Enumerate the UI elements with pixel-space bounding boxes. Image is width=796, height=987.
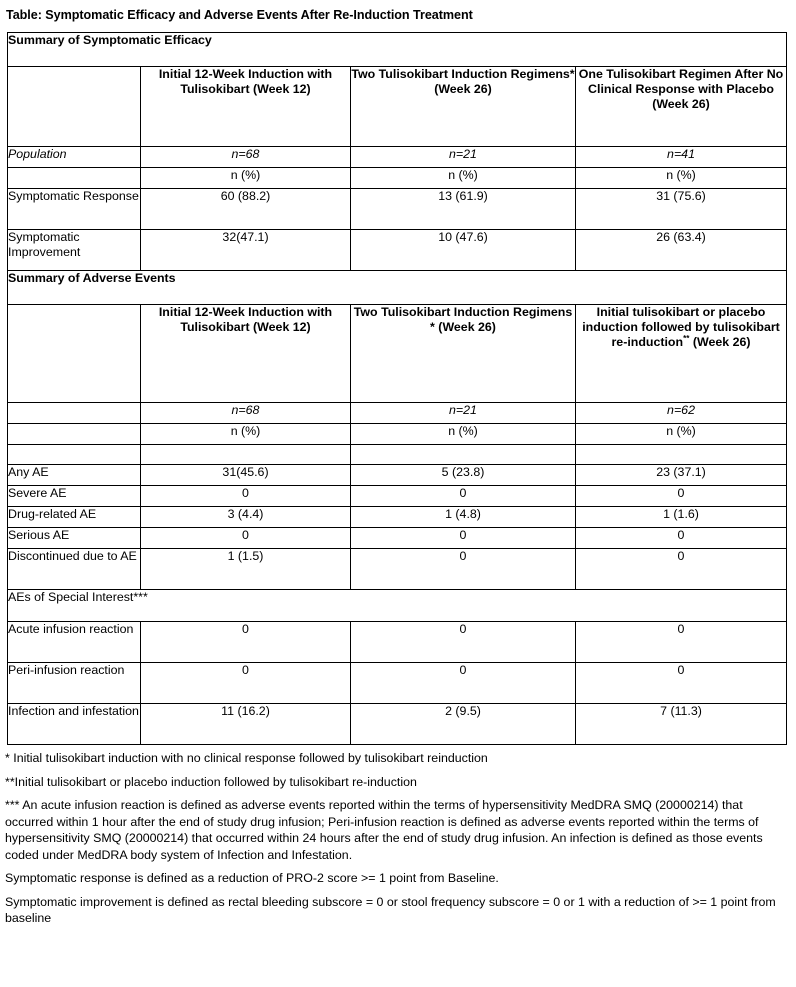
table-row-efficacy-headers: [8, 67, 787, 147]
serious-ae-col2: 0: [351, 528, 576, 549]
footnote-symptomatic-improvement-definition: Symptomatic improvement is defined as rectal bleeding subscore = 0 or stool frequency subscore = 0 or 1 with a reduction of >= 1 point from baseline: [5, 894, 776, 926]
population-value-col3: n=41: [576, 147, 787, 168]
adverse-unit-col2: n (%): [351, 424, 576, 445]
population-value-col1: n=68: [141, 147, 351, 168]
table-row: [8, 189, 787, 230]
spacer-cell-col0: [8, 445, 141, 465]
population-value-col2: n=21: [351, 147, 576, 168]
footnote-double-asterisk: **Initial tulisokibart or placebo induction followed by tulisokibart re-induction: [5, 774, 417, 789]
adverse-header-col2: Two Tulisokibart Induction Regimens * (Week 26): [351, 305, 576, 403]
drug-related-ae-col3: 1 (1.6): [576, 507, 787, 528]
table-row-adverse-headers: [8, 305, 787, 403]
footnote-single-asterisk: * Initial tulisokibart induction with no clinical response followed by tulisokibart reinduction: [5, 751, 488, 766]
table-row-adverse-section: [8, 271, 787, 305]
section-title-adverse-events: Summary of Adverse Events: [8, 271, 787, 305]
adverse-header-col3: [576, 305, 787, 403]
unit-value-col1: n (%): [141, 168, 351, 189]
adverse-population-col1: n=68: [141, 403, 351, 424]
symptomatic-improvement-col1: 32(47.1): [141, 230, 351, 271]
subsection-title-aes-special-interest: AEs of Special Interest***: [8, 590, 787, 622]
drug-related-ae-col1: 3 (4.4): [141, 507, 351, 528]
infection-infestation-col3: 7 (11.3): [576, 704, 787, 745]
adverse-header-col3-tail: (Week 26): [689, 335, 751, 350]
row-label-symptomatic-improvement: Symptomatic Improvement: [8, 230, 141, 271]
acute-infusion-col3: 0: [576, 622, 787, 663]
spacer-cell-col2: [351, 445, 576, 465]
table-row: [8, 507, 787, 528]
adverse-header-col3-main: Initial tulisokibart or placebo induction followed by tulisokibart re-induction: [582, 305, 780, 350]
serious-ae-col3: 0: [576, 528, 787, 549]
footnote-triple-asterisk: *** An acute infusion reaction is defined as adverse events reported within the terms of hypersensitivity MedDRA SMQ (20000214) that occurred within 1 hour after the end of study drug infusion; Peri-infusion reaction is defined as adverse events reported within the terms of hypersensitivity SMQ (20000214) that occurred within 24 hours after the end of study drug infusion. An infection is defined as those events coded under MedDRA body system of Infection and Infestation.: [5, 798, 763, 862]
drug-related-ae-col2: 1 (4.8): [351, 507, 576, 528]
table-row: [8, 486, 787, 507]
efficacy-header-col2: Two Tulisokibart Induction Regimens* (Week 26): [351, 67, 576, 147]
any-ae-col1: 31(45.6): [141, 465, 351, 486]
row-label-serious-ae: Serious AE: [8, 528, 141, 549]
table-row: [8, 663, 787, 704]
table-row: [8, 549, 787, 590]
row-label-symptomatic-response: Symptomatic Response: [8, 189, 141, 230]
adverse-unit-col3: n (%): [576, 424, 787, 445]
adverse-population-col3: n=62: [576, 403, 787, 424]
table-row: [8, 528, 787, 549]
row-label-acute-infusion-reaction: Acute infusion reaction: [8, 622, 141, 663]
footnotes: [5, 750, 789, 927]
row-label-unit: [8, 168, 141, 189]
table-row-unit: [8, 168, 787, 189]
adverse-unit-label: [8, 424, 141, 445]
infection-infestation-col1: 11 (16.2): [141, 704, 351, 745]
results-table: [7, 32, 787, 745]
adverse-population-col2: n=21: [351, 403, 576, 424]
table-row-efficacy-section: [8, 33, 787, 67]
row-label-drug-related-ae: Drug-related AE: [8, 507, 141, 528]
adverse-header-col0: [8, 305, 141, 403]
symptomatic-response-col3: 31 (75.6): [576, 189, 787, 230]
acute-infusion-col1: 0: [141, 622, 351, 663]
table-row-adverse-population: [8, 403, 787, 424]
serious-ae-col1: 0: [141, 528, 351, 549]
spacer-cell-col3: [576, 445, 787, 465]
spacer-cell-col1: [141, 445, 351, 465]
severe-ae-col1: 0: [141, 486, 351, 507]
row-label-peri-infusion-reaction: Peri-infusion reaction: [8, 663, 141, 704]
table-row-spacer: [8, 445, 787, 465]
unit-value-col2: n (%): [351, 168, 576, 189]
peri-infusion-col1: 0: [141, 663, 351, 704]
discontinued-ae-col3: 0: [576, 549, 787, 590]
row-label-discontinued-due-to-ae: Discontinued due to AE: [8, 549, 141, 590]
peri-infusion-col2: 0: [351, 663, 576, 704]
symptomatic-response-col1: 60 (88.2): [141, 189, 351, 230]
unit-value-col3: n (%): [576, 168, 787, 189]
adverse-header-col1: Initial 12-Week Induction with Tulisokibart (Week 12): [141, 305, 351, 403]
efficacy-header-col1: Initial 12-Week Induction with Tulisokibart (Week 12): [141, 67, 351, 147]
table-row-population: [8, 147, 787, 168]
adverse-unit-col1: n (%): [141, 424, 351, 445]
row-label-any-ae: Any AE: [8, 465, 141, 486]
discontinued-ae-col2: 0: [351, 549, 576, 590]
table-row-special-interest-header: [8, 590, 787, 622]
any-ae-col3: 23 (37.1): [576, 465, 787, 486]
row-label-severe-ae: Severe AE: [8, 486, 141, 507]
adverse-population-label: [8, 403, 141, 424]
acute-infusion-col2: 0: [351, 622, 576, 663]
discontinued-ae-col1: 1 (1.5): [141, 549, 351, 590]
table-row: [8, 622, 787, 663]
efficacy-header-col0: [8, 67, 141, 147]
peri-infusion-col3: 0: [576, 663, 787, 704]
adverse-header-col3-superscript: **: [683, 334, 690, 344]
section-title-efficacy: Summary of Symptomatic Efficacy: [8, 33, 787, 67]
severe-ae-col2: 0: [351, 486, 576, 507]
table-row: [8, 704, 787, 745]
severe-ae-col3: 0: [576, 486, 787, 507]
footnote-symptomatic-response-definition: Symptomatic response is defined as a reduction of PRO-2 score >= 1 point from Baseline.: [5, 871, 499, 886]
infection-infestation-col2: 2 (9.5): [351, 704, 576, 745]
any-ae-col2: 5 (23.8): [351, 465, 576, 486]
symptomatic-improvement-col2: 10 (47.6): [351, 230, 576, 271]
symptomatic-response-col2: 13 (61.9): [351, 189, 576, 230]
efficacy-header-col3: One Tulisokibart Regimen After No Clinical Response with Placebo (Week 26): [576, 67, 787, 147]
page-title: Table: Symptomatic Efficacy and Adverse Events After Re-Induction Treatment: [6, 8, 473, 22]
symptomatic-improvement-col3: 26 (63.4): [576, 230, 787, 271]
row-label-infection-and-infestation: Infection and infestation: [8, 704, 141, 745]
table-row-adverse-unit: [8, 424, 787, 445]
table-row: [8, 230, 787, 271]
row-label-population: Population: [8, 147, 141, 168]
table-row: [8, 465, 787, 486]
